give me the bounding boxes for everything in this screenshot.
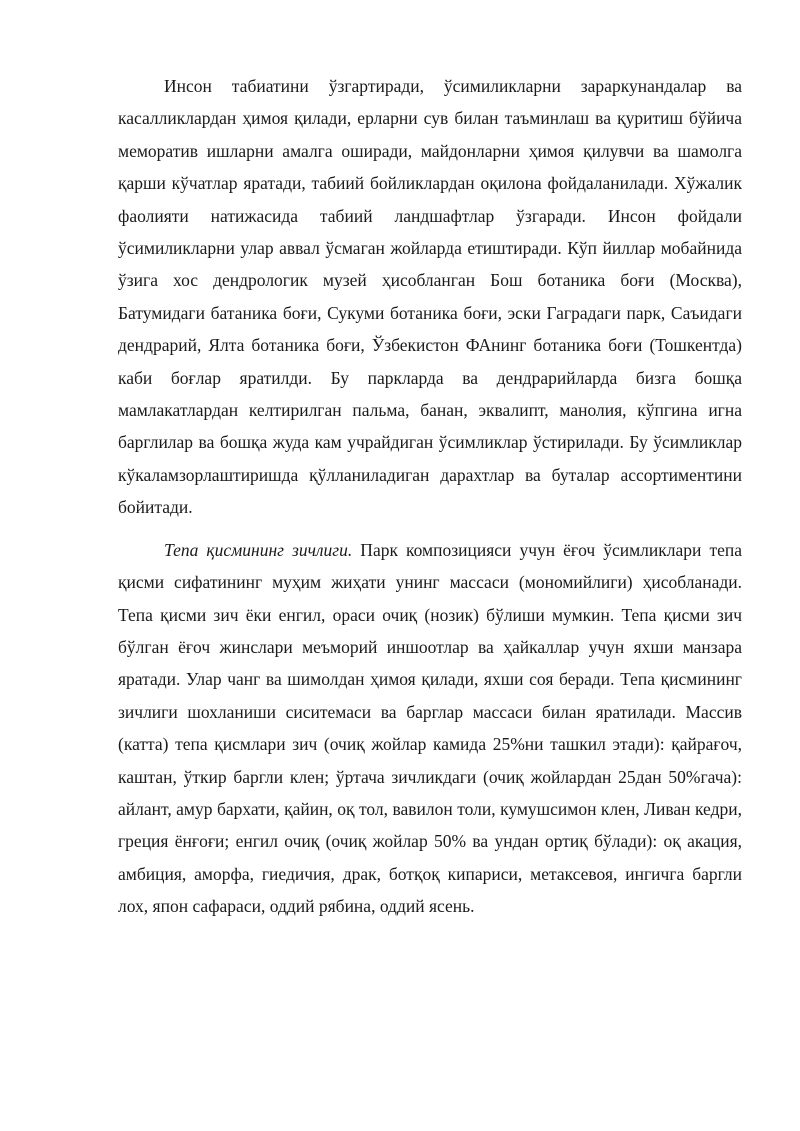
paragraph-2-italic-heading: Тепа қисмининг зичлиги. — [164, 539, 353, 560]
paragraph-2 — [118, 534, 742, 923]
document-page — [118, 70, 742, 923]
paragraph-1-text: Инсон табиатини ўзгартиради, ўсимиликларни зараркунандалар ва касалликлардан ҳимоя қилади, ерларни сув билан таъминлаш ва қуритиш бўйича меморатив ишларни амалга оширади, майдонларни ҳимоя қилувчи ва шамолга қарши кўчатлар яратади, табиий бойликлардан оқилона фойдаланилади. Хўжалик фаолияти натижасида табиий ландшафтлар ўзгаради. Инсон фойдали ўсимиликларни улар аввал ўсмаган жойларда етиштиради. Кўп йиллар мобайнида ўзига хос дендрологик музей ҳисобланган Бош ботаника боғи (Москва), Батумидаги батаника боғи, Сукуми ботаника боғи, эски Гаградаги парк, Саъидаги дендрарий, Ялта ботаника боғи, Ўзбекистон ФАнинг ботаника боғи (Тошкентда) каби боғлар яратилди. Бу паркларда ва дендрарийларда бизга бошқа мамлакатлардан келтирилган пальма, банан, эквалипт, манолия, кўпгина игна барглилар ва бошқа жуда кам учрайдиган ўсимликлар ўстирилади. Бу ўсимликлар кўкаламзорлаштиришда қўлланиладиган дарахтлар ва буталар ассортиментини бойитади. — [118, 76, 742, 518]
paragraph-2-text: Парк композицияси учун ёғоч ўсимликлари тепа қисми сифатининг муҳим жиҳати унинг массаси (мономийлиги) ҳисобланади. Тепа қисми зич ёки енгил, ораси очиқ (нозик) бўлиши мумкин. Тепа қисми зич бўлган ёғоч жинслари меъморий иншоотлар ва ҳайкаллар учун яхши манзара яратади. Улар чанг ва шимолдан ҳимоя қилади, яхши соя беради. Тепа қисмининг зичлиги шохланиши сиситемаси ва барглар массаси билан яратилади. Массив (катта) тепа қисмлари зич (очиқ жойлар камида 25%ни ташкил этади): қайрағоч, каштан, ўткир баргли клен; ўртача зичликдаги (очиқ жойлардан 25дан 50%гача): айлант, амур бархати, қайин, оқ тол, вавилон толи, кумушсимон клен, Ливан кедри, греция ёнғоғи; енгил очиқ (очиқ жойлар 50% ва ундан ортиқ бўлади): оқ акация, амбиция, аморфа, гиедичия, драк, ботқоқ кипариси, метаксевоя, ингичга баргли лох, япон сафараси, оддий рябина, оддий ясень. — [118, 539, 742, 917]
paragraph-1 — [118, 70, 742, 524]
